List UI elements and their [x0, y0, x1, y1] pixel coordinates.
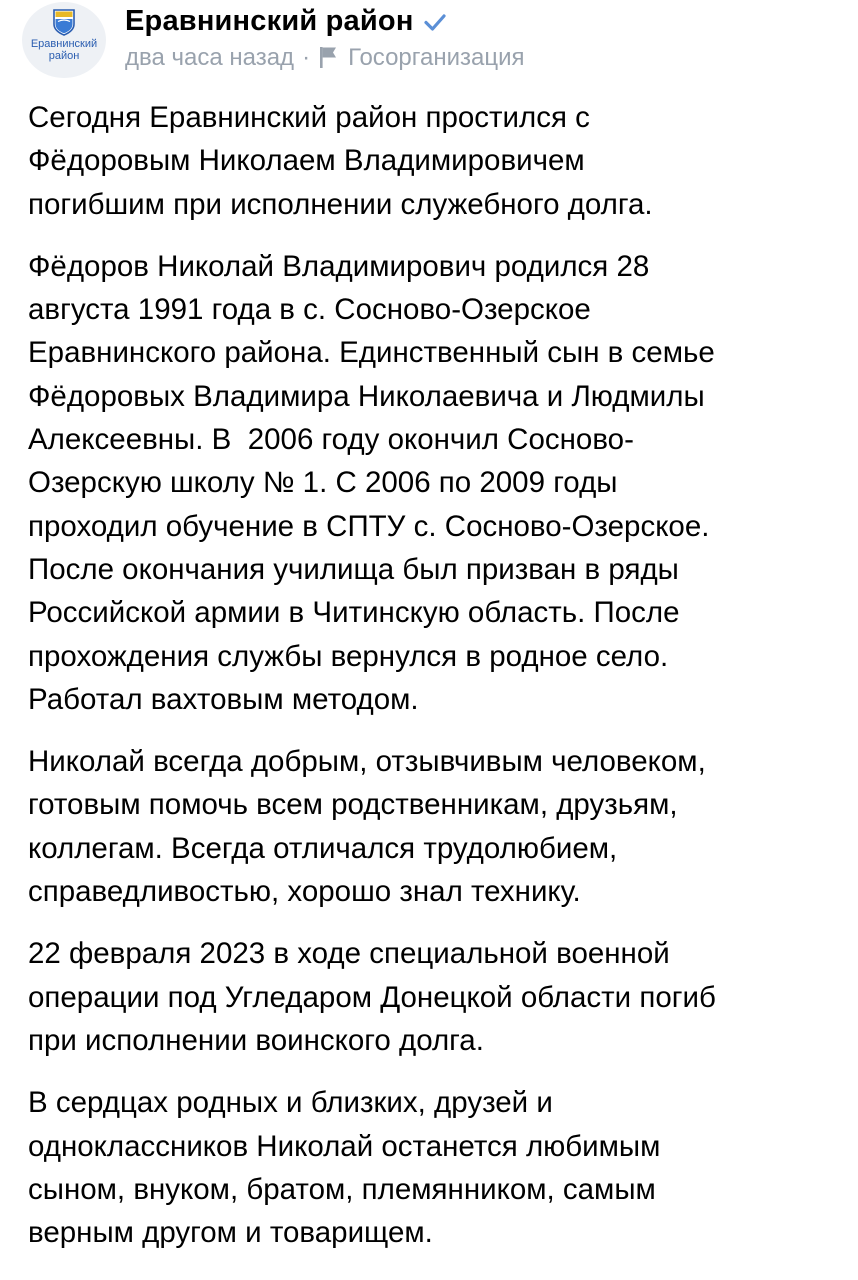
page-name[interactable]: Еравнинский район [125, 5, 414, 37]
text-line: одноклассников Николай останется любимым [28, 1129, 661, 1163]
post-category: Госорганизация [348, 44, 525, 71]
post-body [28, 96, 843, 1273]
text-line: при исполнении воинского долга. [28, 1023, 484, 1057]
text-line: Фёдоровых Владимира Николаевича и Людмилы [28, 379, 705, 413]
text-line: сыном, внуком, братом, племянником, самым [28, 1172, 656, 1206]
text-line: После окончания училища был призван в ряды [28, 552, 679, 586]
text-line: 22 февраля 2023 в ходе специальной военной [28, 937, 670, 971]
text-line: верным другом и товарищем. [28, 1216, 433, 1250]
flag-icon [318, 45, 338, 69]
post-time[interactable]: два часа назад [125, 44, 295, 71]
text-line: прохождения службы вернулся в родное село. [28, 639, 669, 673]
paragraph [28, 740, 843, 913]
verified-check-icon [422, 9, 448, 35]
text-line: готовым помочь всем родственникам, друзьям, [28, 788, 678, 822]
text-line: операции под Угледаром Донецкой области погиб [28, 980, 716, 1014]
text-line: Российской армии в Читинскую область. После [28, 596, 680, 630]
text-line: Николай всегда добрым, отзывчивым человеком, [28, 745, 706, 779]
text-line: Фёдоров Николай Владимирович родился 28 [28, 249, 650, 283]
paragraph [28, 1081, 843, 1254]
text-line: проходил обучение в СПТУ с. Сосново-Озерское. [28, 509, 710, 543]
meta-separator: · [302, 44, 311, 71]
name-row [125, 2, 448, 40]
text-line: Алексеевны. В 2006 году окончил Сосново- [28, 423, 634, 457]
text-line: Еравнинского района. Единственный сын в семье [28, 336, 715, 370]
text-line: Сегодня Еравнинский район простился с [28, 101, 590, 134]
post-header [0, 0, 858, 84]
emblem-icon [52, 8, 76, 36]
text-line: В сердцах родных и близких, друзей и [28, 1086, 553, 1120]
avatar-caption: Еравнинский район [30, 38, 98, 62]
text-line: коллегам. Всегда отличался трудолюбием, [28, 831, 618, 865]
avatar[interactable] [22, 2, 106, 78]
paragraph [28, 932, 843, 1062]
paragraph [28, 96, 843, 226]
text-line: Фёдоровым Николаем Владимировичем [28, 144, 585, 178]
post-meta [125, 42, 525, 74]
text-line: Озерскую школу № 1. С 2006 по 2009 годы [28, 466, 618, 500]
paragraph [28, 245, 843, 721]
text-line: Работал вахтовым методом. [28, 682, 419, 716]
text-line: справедливостью, хорошо знал технику. [28, 875, 581, 909]
text-line: августа 1991 года в с. Сосново-Озерское [28, 293, 591, 327]
text-line: погибшим при исполнении служебного долга. [28, 187, 653, 221]
